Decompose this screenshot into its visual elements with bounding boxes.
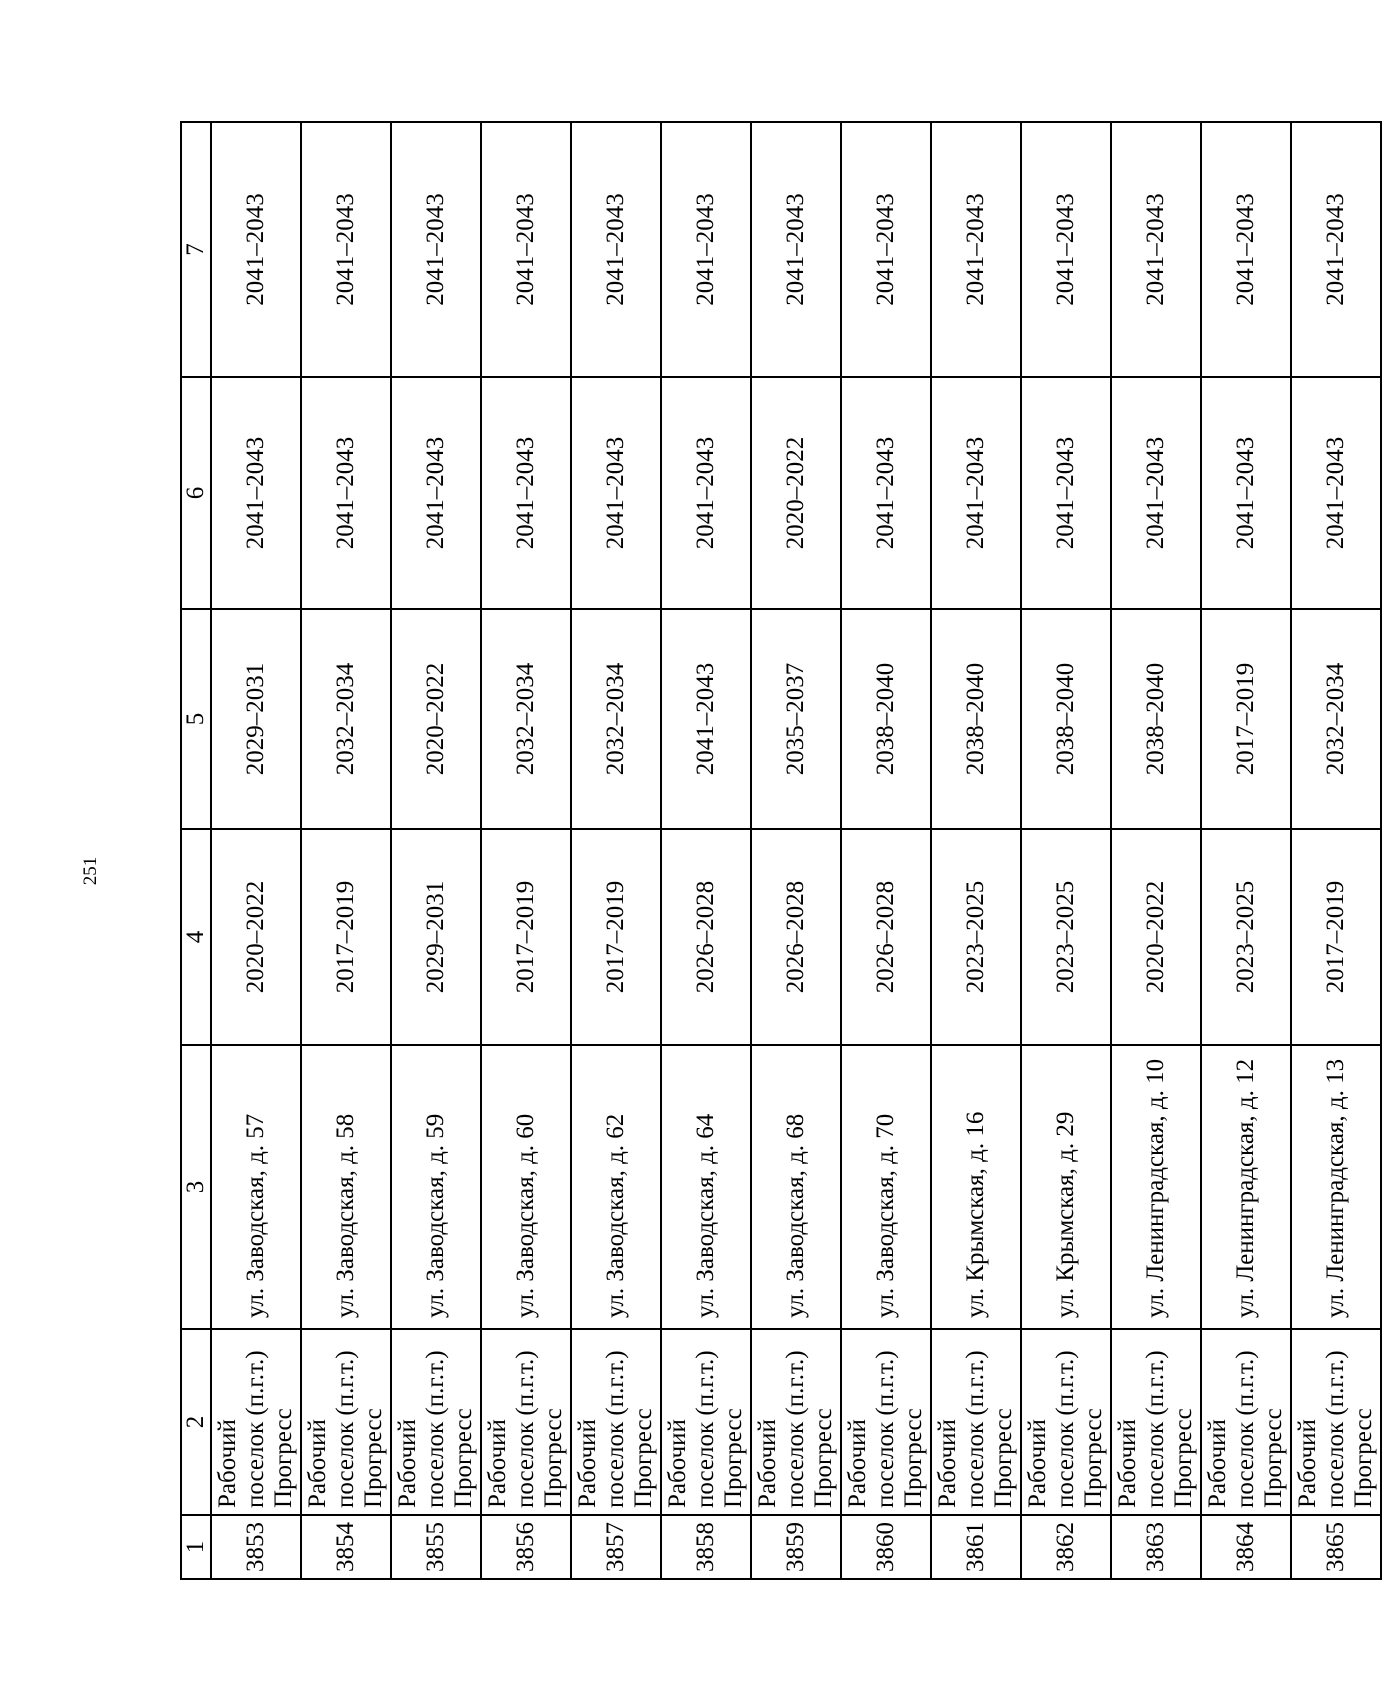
- settlement-cell: Рабочий поселок (п.г.т.) Прогресс: [1021, 1329, 1111, 1515]
- period-cell: 2017–2019: [301, 829, 391, 1045]
- row-number: 3855: [391, 1515, 481, 1579]
- table-row: [391, 122, 481, 1579]
- period-cell: 2023–2025: [931, 829, 1021, 1045]
- period-cell: 2041–2043: [1201, 122, 1291, 377]
- column-header: 5: [181, 609, 211, 829]
- period-cell: 2041–2043: [211, 377, 301, 609]
- period-cell: 2032–2034: [1291, 609, 1381, 829]
- table-row: [661, 122, 751, 1579]
- period-cell: 2038–2040: [1111, 609, 1201, 829]
- period-cell: 2041–2043: [211, 122, 301, 377]
- row-number: 3857: [571, 1515, 661, 1579]
- column-header: 4: [181, 829, 211, 1045]
- period-cell: 2020–2022: [211, 829, 301, 1045]
- settlement-cell: Рабочий поселок (п.г.т.) Прогресс: [571, 1329, 661, 1515]
- period-cell: 2041–2043: [931, 377, 1021, 609]
- table-row: [931, 122, 1021, 1579]
- settlement-cell: Рабочий поселок (п.г.т.) Прогресс: [661, 1329, 751, 1515]
- address-cell: ул. Заводская, д. 68: [751, 1045, 841, 1329]
- period-cell: 2041–2043: [301, 122, 391, 377]
- period-cell: 2041–2043: [481, 122, 571, 377]
- row-number: 3853: [211, 1515, 301, 1579]
- settlement-cell: Рабочий поселок (п.г.т.) Прогресс: [1111, 1329, 1201, 1515]
- column-header: 1: [181, 1515, 211, 1579]
- address-cell: ул. Заводская, д. 64: [661, 1045, 751, 1329]
- period-cell: 2017–2019: [571, 829, 661, 1045]
- period-cell: 2017–2019: [1291, 829, 1381, 1045]
- row-number: 3863: [1111, 1515, 1201, 1579]
- period-cell: 2041–2043: [1201, 377, 1291, 609]
- column-header: 7: [181, 122, 211, 377]
- period-cell: 2041–2043: [571, 122, 661, 377]
- table-row: [751, 122, 841, 1579]
- address-cell: ул. Заводская, д. 59: [391, 1045, 481, 1329]
- period-cell: 2032–2034: [571, 609, 661, 829]
- settlement-cell: Рабочий поселок (п.г.т.) Прогресс: [751, 1329, 841, 1515]
- settlement-cell: Рабочий поселок (п.г.т.) Прогресс: [1291, 1329, 1381, 1515]
- period-cell: 2041–2043: [1021, 377, 1111, 609]
- period-cell: 2035–2037: [751, 609, 841, 829]
- address-cell: ул. Ленинградская, д. 12: [1201, 1045, 1291, 1329]
- table-row: [1201, 122, 1291, 1579]
- table-wrapper: [180, 123, 1377, 1580]
- address-cell: ул. Крымская, д. 29: [1021, 1045, 1111, 1329]
- address-cell: ул. Крымская, д. 16: [931, 1045, 1021, 1329]
- period-cell: 2041–2043: [1291, 377, 1381, 609]
- period-cell: 2020–2022: [1111, 829, 1201, 1045]
- period-cell: 2020–2022: [391, 609, 481, 829]
- period-cell: 2029–2031: [211, 609, 301, 829]
- period-cell: 2023–2025: [1201, 829, 1291, 1045]
- period-cell: 2041–2043: [571, 377, 661, 609]
- settlement-cell: Рабочий поселок (п.г.т.) Прогресс: [931, 1329, 1021, 1515]
- table-row: [1021, 122, 1111, 1579]
- table-row: [211, 122, 301, 1579]
- period-cell: 2041–2043: [1111, 377, 1201, 609]
- row-number: 3865: [1291, 1515, 1381, 1579]
- period-cell: 2041–2043: [931, 122, 1021, 377]
- period-cell: 2041–2043: [661, 609, 751, 829]
- period-cell: 2017–2019: [1201, 609, 1291, 829]
- period-cell: 2041–2043: [1021, 122, 1111, 377]
- period-cell: 2041–2043: [751, 122, 841, 377]
- address-cell: ул. Заводская, д. 70: [841, 1045, 931, 1329]
- row-number: 3856: [481, 1515, 571, 1579]
- table-row: [841, 122, 931, 1579]
- settlement-cell: Рабочий поселок (п.г.т.) Прогресс: [481, 1329, 571, 1515]
- period-cell: 2041–2043: [391, 122, 481, 377]
- row-number: 3854: [301, 1515, 391, 1579]
- table-row: [571, 122, 661, 1579]
- column-header: 3: [181, 1045, 211, 1329]
- row-number: 3862: [1021, 1515, 1111, 1579]
- period-cell: 2041–2043: [391, 377, 481, 609]
- period-cell: 2041–2043: [1111, 122, 1201, 377]
- address-cell: ул. Заводская, д. 57: [211, 1045, 301, 1329]
- period-cell: 2023–2025: [1021, 829, 1111, 1045]
- address-cell: ул. Ленинградская, д. 10: [1111, 1045, 1201, 1329]
- header-row: [181, 122, 211, 1579]
- table-body: [181, 122, 1381, 1579]
- period-cell: 2041–2043: [481, 377, 571, 609]
- address-cell: ул. Заводская, д. 60: [481, 1045, 571, 1329]
- table-row: [301, 122, 391, 1579]
- period-cell: 2041–2043: [1291, 122, 1381, 377]
- settlement-cell: Рабочий поселок (п.г.т.) Прогресс: [301, 1329, 391, 1515]
- address-cell: ул. Заводская, д. 58: [301, 1045, 391, 1329]
- column-header: 6: [181, 377, 211, 609]
- table-row: [481, 122, 571, 1579]
- period-cell: 2041–2043: [661, 122, 751, 377]
- row-number: 3858: [661, 1515, 751, 1579]
- period-cell: 2041–2043: [841, 377, 931, 609]
- period-cell: 2041–2043: [841, 122, 931, 377]
- period-cell: 2038–2040: [1021, 609, 1111, 829]
- settlement-cell: Рабочий поселок (п.г.т.) Прогресс: [391, 1329, 481, 1515]
- period-cell: 2026–2028: [751, 829, 841, 1045]
- period-cell: 2038–2040: [841, 609, 931, 829]
- period-cell: 2026–2028: [841, 829, 931, 1045]
- settlement-cell: Рабочий поселок (п.г.т.) Прогресс: [841, 1329, 931, 1515]
- page-number: 251: [80, 856, 101, 886]
- period-cell: 2038–2040: [931, 609, 1021, 829]
- schedule-table: [180, 121, 1382, 1580]
- address-cell: ул. Заводская, д. 62: [571, 1045, 661, 1329]
- table-row: [1291, 122, 1381, 1579]
- row-number: 3864: [1201, 1515, 1291, 1579]
- rotated-table-container: [180, 123, 1377, 1580]
- row-number: 3860: [841, 1515, 931, 1579]
- row-number: 3861: [931, 1515, 1021, 1579]
- period-cell: 2020–2022: [751, 377, 841, 609]
- settlement-cell: Рабочий поселок (п.г.т.) Прогресс: [211, 1329, 301, 1515]
- settlement-cell: Рабочий поселок (п.г.т.) Прогресс: [1201, 1329, 1291, 1515]
- row-number: 3859: [751, 1515, 841, 1579]
- period-cell: 2041–2043: [301, 377, 391, 609]
- period-cell: 2041–2043: [661, 377, 751, 609]
- period-cell: 2032–2034: [301, 609, 391, 829]
- period-cell: 2029–2031: [391, 829, 481, 1045]
- column-header: 2: [181, 1329, 211, 1515]
- period-cell: 2032–2034: [481, 609, 571, 829]
- period-cell: 2017–2019: [481, 829, 571, 1045]
- period-cell: 2026–2028: [661, 829, 751, 1045]
- table-row: [1111, 122, 1201, 1579]
- address-cell: ул. Ленинградская, д. 13: [1291, 1045, 1381, 1329]
